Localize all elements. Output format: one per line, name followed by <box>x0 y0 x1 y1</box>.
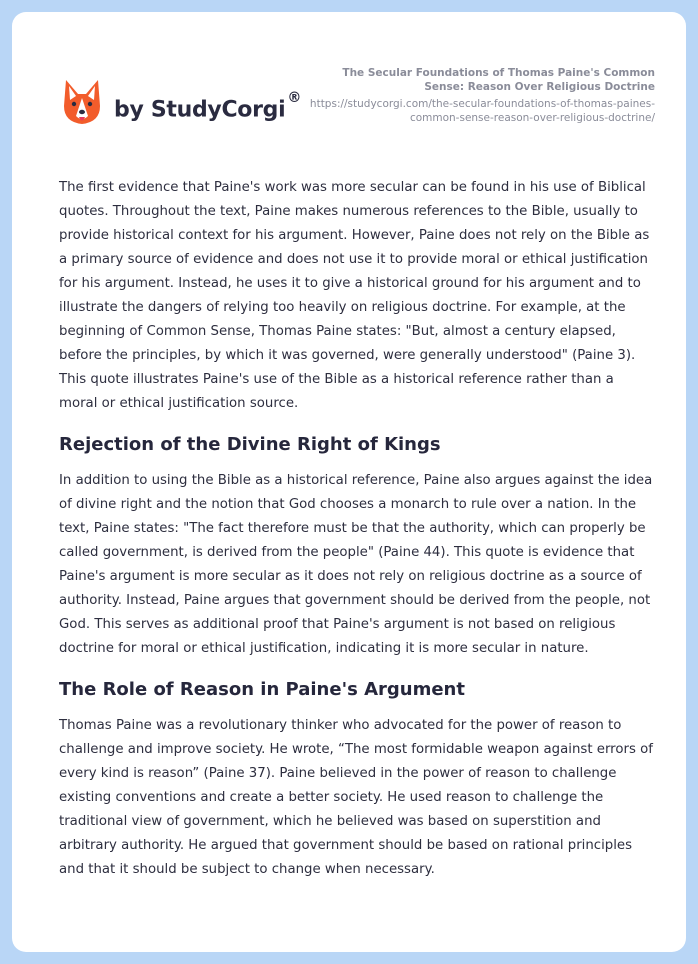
document-page <box>12 12 686 952</box>
corgi-logo-icon[interactable] <box>60 76 104 132</box>
article-body <box>59 176 655 882</box>
paragraph-3: Thomas Paine was a revolutionary thinker who advocated for the power of reason to challenge and improve society. He wrote, “The most formidable weapon against errors of every kind is reason” (Paine 37). Paine believed in the power of reason to challenge existing conventions and create a better society. He used reason to challenge the traditional view of government, which he believed was based on superstition and arbitrary authority. He argued that government should be based on rational principles and that it should be subject to change when necessary. <box>59 718 653 877</box>
section-heading-2: The Role of Reason in Paine's Argument <box>59 679 465 700</box>
paragraph-2: In addition to using the Bible as a historical reference, Paine also argues against the idea of divine right and the notion that God chooses a monarch to rule over a nation. In the text, Paine states: "The fact therefore must be that the authority, which can properly be called government, is derived from the people" (Paine 44). This quote is evidence that Paine's argument is more secular as it does not rely on religious doctrine as a source of authority. Instead, Paine argues that government should be derived from the people, not God. This serves as additional proof that Paine's argument is not based on religious doctrine for moral or ethical justification, indicating it is more secular in nature. <box>59 473 653 656</box>
document-title: The Secular Foundations of Thomas Paine's Common Sense: Reason Over Religious Doctrine <box>342 67 655 93</box>
section-heading-1: Rejection of the Divine Right of Kings <box>59 434 441 455</box>
paragraph-1: The first evidence that Paine's work was more secular can be found in his use of Biblical quotes. Throughout the text, Paine makes numerous references to the Bible, usually to provide historical context for his argument. However, Paine does not rely on the Bible as a primary source of evidence and does not use it to provide moral or ethical justification for his argument. Instead, he uses it to give a historical ground for his argument and to illustrate the dangers of relying too heavily on religious doctrine. For example, at the beginning of Common Sense, Thomas Paine states: "But, almost a century elapsed, before the principles, by which it was governed, were generally understood" (Paine 3). This quote illustrates Paine's use of the Bible as a historical reference rather than a moral or ethical justification source. <box>59 180 650 411</box>
document-url[interactable]: https://studycorgi.com/the-secular-foundations-of-thomas-paines-common-sense-reason-over-religious-doctrine/ <box>309 98 655 124</box>
brand-name[interactable]: by StudyCorgi ® <box>114 90 302 123</box>
header <box>12 12 686 152</box>
